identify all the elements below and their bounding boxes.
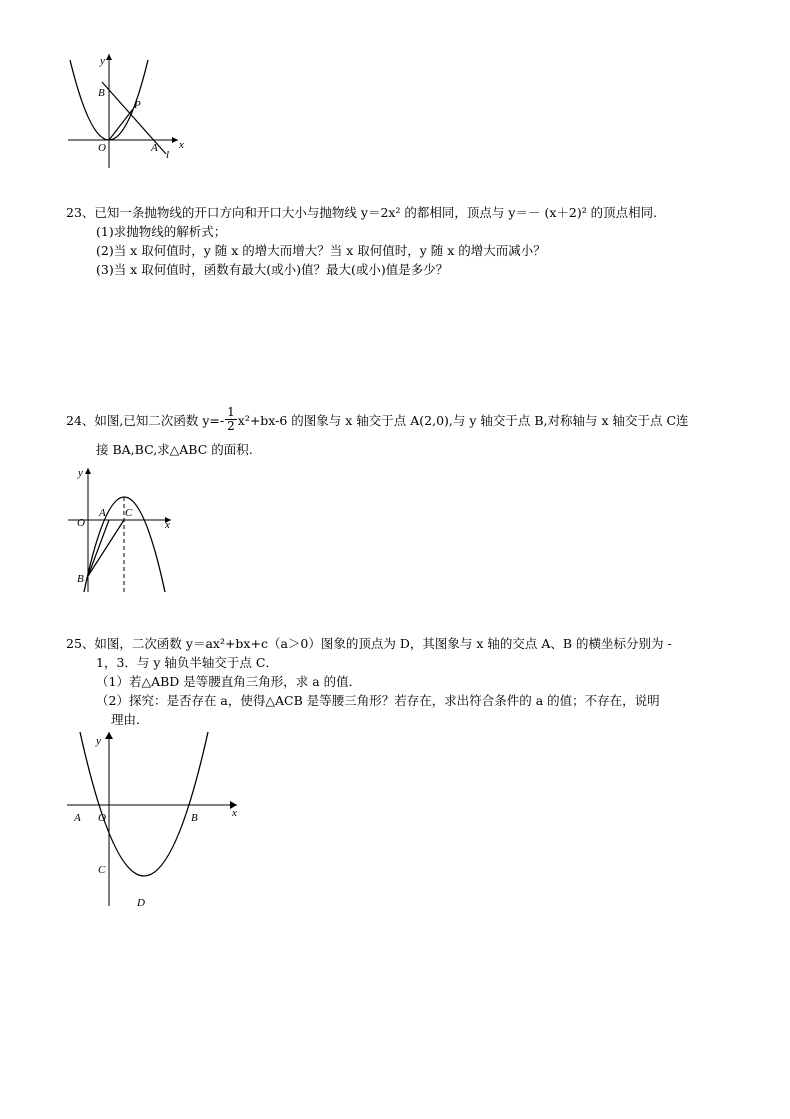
q25-stem-a: 25、如图，二次函数 y＝ax²+bx+c（a＞0）图象的顶点为 D，其图象与 x 轴的交点 A、B 的横坐标分别为 - [66,636,672,651]
label-o: O [98,812,106,824]
q23-part-3: (3)当 x 取何值时，函数有最大(或小)值？最大(或小)值是多少？ [96,262,449,277]
label-o: O [98,142,106,154]
q25-part-2a: （2）探究：是否存在 a，使得△ACB 是等腰三角形？若存在，求出符合条件的 a 的值；不存在，说明 [96,693,660,708]
label-y: y [96,735,101,747]
q24-stem-b: x²+bx-6 的图象与 x 轴交于点 A(2,0),与 y 轴交于点 B,对称轴与 x 轴交于点 C连 [237,413,689,428]
label-y: y [100,55,105,67]
q24-stem-c: 接 BA,BC,求△ABC 的面积. [96,442,253,457]
q24-fraction [225,406,237,433]
label-p: P [134,99,141,111]
label-a: A [99,507,106,519]
q24-frac-num: 1 [227,405,235,419]
q24-stem-a: 24、如图,已知二次函数 y=- [66,413,225,428]
label-b: B [98,87,105,99]
q25-stem-b: 1，3．与 y 轴负半轴交于点 C． [96,655,278,670]
figure-q24 [66,462,186,597]
label-o: O [77,517,85,529]
q23-part-1: (1)求抛物线的解析式； [96,224,227,239]
label-a: A [151,142,158,154]
q24-frac-den: 2 [227,419,235,433]
label-d: D [137,897,145,909]
label-a: A [74,812,81,824]
label-b: B [77,573,84,585]
q24-stem-line1 [66,405,689,435]
q23-stem: 23、已知一条抛物线的开口方向和开口大小与抛物线 y＝2x² 的都相同，顶点与 y＝－ (x＋2)² 的顶点相同. [66,205,658,220]
q23-part-2: (2)当 x 取何值时，y 随 x 的增大而增大？当 x 取何值时，y 随 x 的增大而减小？ [96,243,546,258]
label-x: x [179,139,184,151]
figure-q22 [60,50,190,170]
label-x: x [232,807,237,819]
label-l: l [166,149,170,161]
figure-q25 [62,728,252,913]
label-x: x [165,519,170,531]
label-c: C [125,507,133,519]
label-b: B [191,812,198,824]
q25-part-2b: 理由． [111,712,149,727]
label-c: C [98,864,106,876]
label-y: y [78,467,83,479]
q25-part-1: （1）若△ABD 是等腰直角三角形，求 a 的值． [96,674,362,689]
